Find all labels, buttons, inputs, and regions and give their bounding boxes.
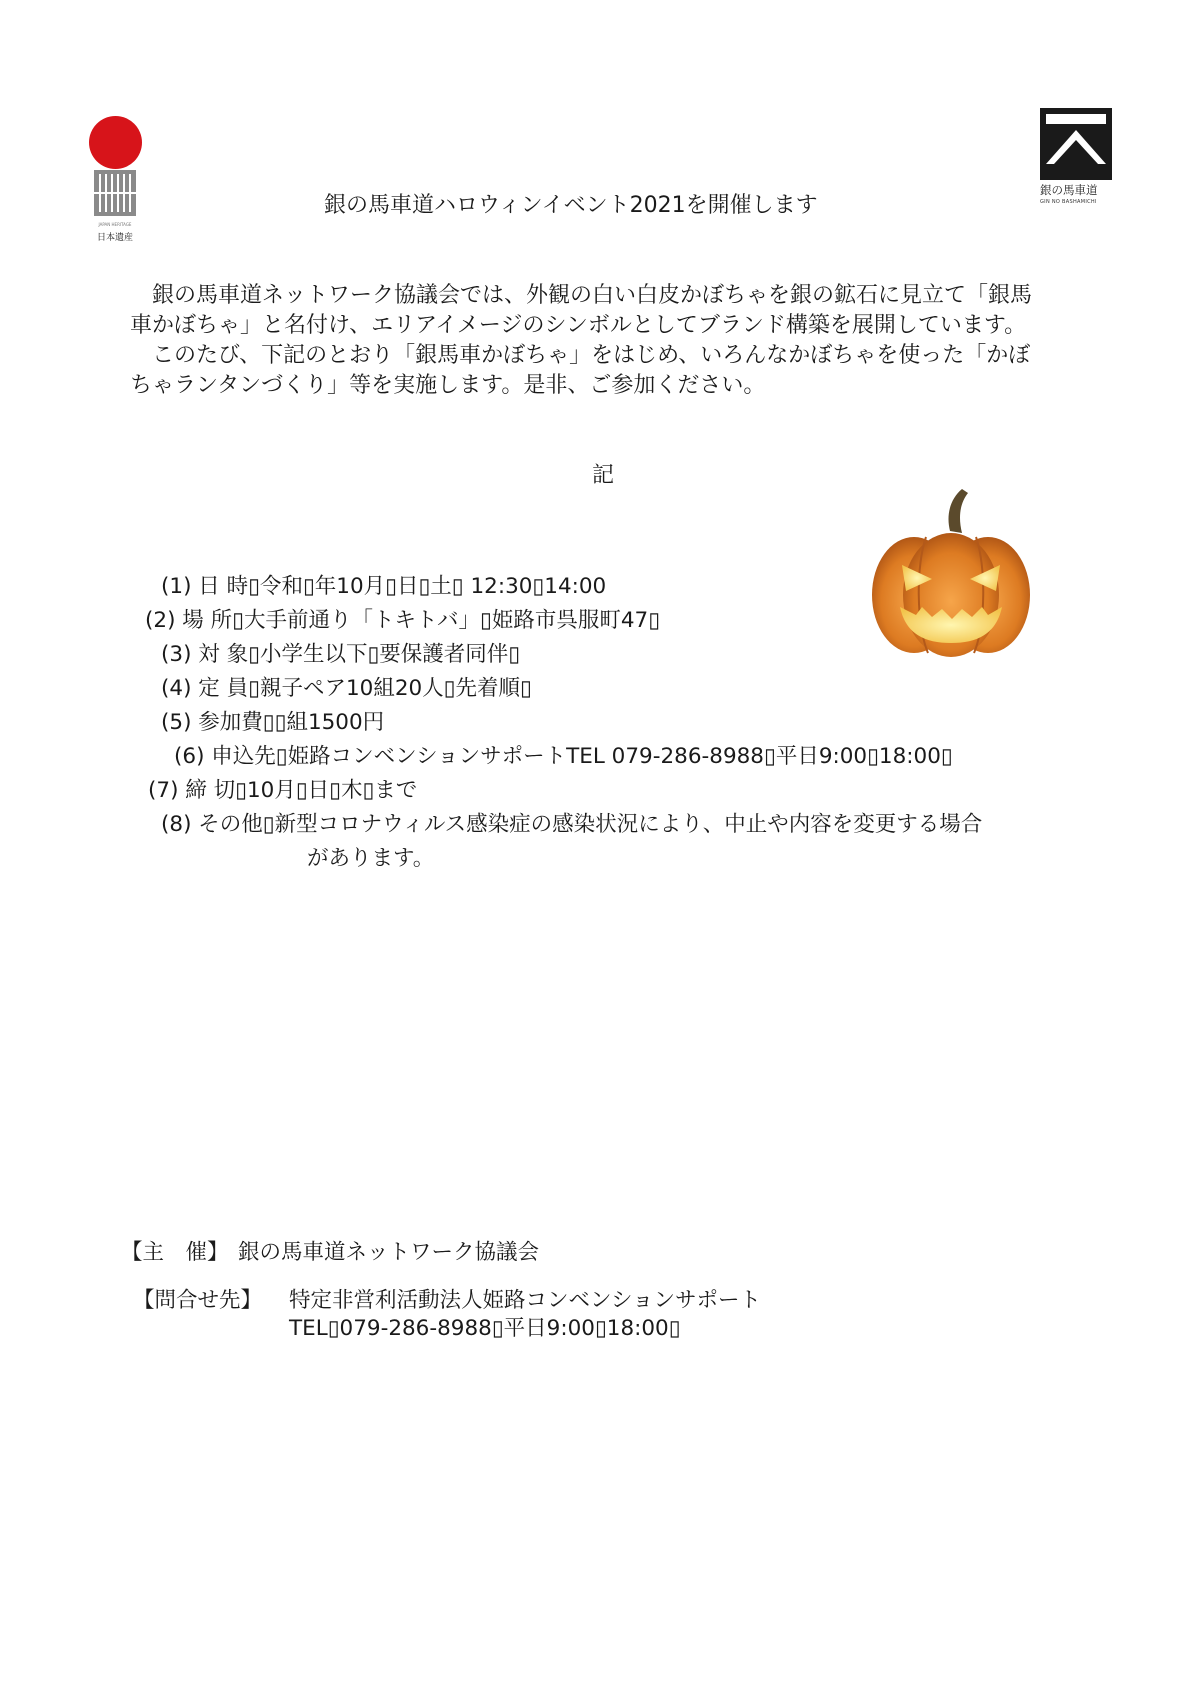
logo-left-jp: 日本遺産 xyxy=(96,233,133,243)
contact-label: 【問合せ先】 xyxy=(133,1288,263,1313)
detail-capacity: (4) 定 員▯親子ペア10組20人▯先着順▯ xyxy=(161,676,532,701)
japan-heritage-logo xyxy=(84,116,146,246)
detail-other: (8) その他▯新型コロナウィルス感染症の感染状況により、中止や内容を変更する場合 xyxy=(161,812,983,837)
detail-target: (3) 対 象▯小学生以下▯要保護者同伴▯ xyxy=(161,642,521,667)
intro-line-1: 銀の馬車道ネットワーク協議会では、外観の白い白皮かぼちゃを銀の鉱石に見立て「銀馬 xyxy=(130,283,1033,308)
detail-datetime: (1) 日 時▯令和▯年10月▯日▯土▯ 12:30▯14:00 xyxy=(161,574,607,599)
contact-tel: TEL▯079-286-8988▯平日9:00▯18:00▯ xyxy=(289,1316,681,1341)
detail-fee: (5) 参加費▯▯組1500円 xyxy=(161,710,385,735)
host-label: 【主 催】 xyxy=(121,1240,229,1265)
intro-line-4: ちゃランタンづくり」等を実施します。是非、ご参加ください。 xyxy=(130,373,766,398)
ki-heading: 記 xyxy=(592,463,615,488)
red-sun-icon xyxy=(89,116,142,169)
gin-no-bashamichi-logo xyxy=(1040,108,1112,208)
detail-other-cont: があります。 xyxy=(307,846,435,871)
heritage-mark-icon xyxy=(94,170,136,216)
host-value: 銀の馬車道ネットワーク協議会 xyxy=(238,1240,540,1265)
detail-apply: (6) 申込先▯姫路コンベンションサポートTEL 079-286-8988▯平日9:00▯18:00▯ xyxy=(174,744,953,769)
detail-deadline: (7) 締 切▯10月▯日▯木▯まで xyxy=(148,778,418,803)
page-title: 銀の馬車道ハロウィンイベント2021を開催します xyxy=(324,193,818,218)
detail-place: (2) 場 所▯大手前通り「トキトバ」▯姫路市呉服町47▯ xyxy=(145,608,661,633)
logo-right-jp: 銀の馬車道 xyxy=(1040,183,1098,197)
intro-line-2: 車かぼちゃ」と名付け、エリアイメージのシンボルとしてブランド構築を展開しています。 xyxy=(130,313,1027,338)
intro-line-3: このたび、下記のとおり「銀馬車かぼちゃ」をはじめ、いろんなかぼちゃを使った「かぼ xyxy=(130,343,1031,368)
logo-right-en: GIN NO BASHAMICHI xyxy=(1040,199,1097,205)
contact-org: 特定非営利活動法人姫路コンベンションサポート xyxy=(289,1288,762,1313)
roof-mark-icon xyxy=(1040,108,1112,180)
jack-o-lantern-image xyxy=(866,485,1036,657)
logo-left-en: JAPAN HERITAGE xyxy=(98,222,132,227)
